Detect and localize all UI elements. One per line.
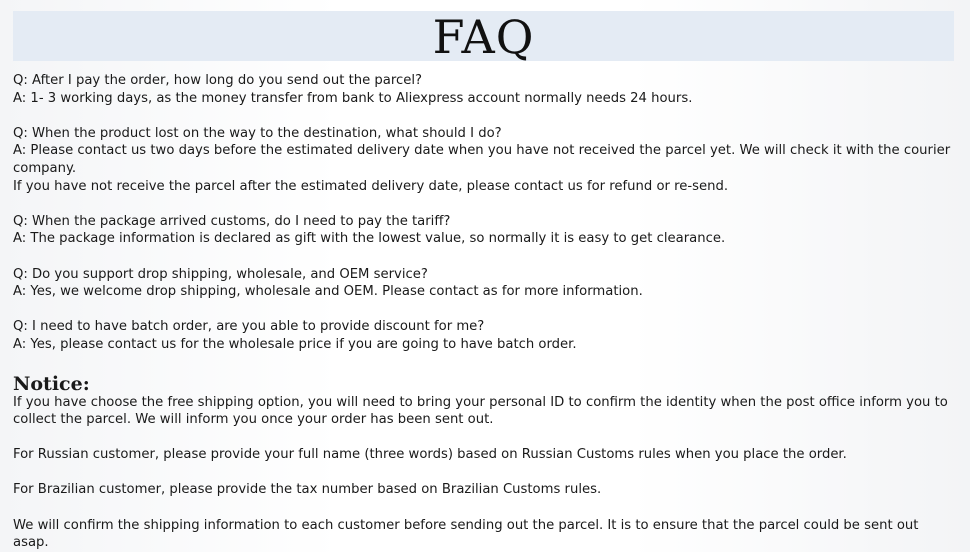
faq-content	[13, 72, 958, 552]
faq-item	[13, 266, 958, 301]
notice-paragraph: We will confirm the shipping information to each customer before sending out the parcel. It is to ensure that the parcel could be sent out asap.	[13, 517, 919, 551]
faq-question: Q: When the product lost on the way to the destination, what should I do?	[13, 125, 502, 141]
faq-item	[13, 213, 958, 248]
faq-answer-extra: If you have not receive the parcel after the estimated delivery date, please contact us for refund or re-send.	[13, 178, 729, 194]
faq-question: Q: When the package arrived customs, do I need to pay the tariff?	[13, 213, 451, 229]
faq-answer: A: Yes, please contact us for the wholesale price if you are going to have batch order.	[13, 336, 577, 352]
page-title: FAQ	[432, 10, 535, 64]
faq-item	[13, 125, 958, 195]
faq-item	[13, 318, 958, 353]
faq-header	[13, 10, 954, 64]
faq-answer: A: Yes, we welcome drop shipping, wholesale and OEM. Please contact as for more information.	[13, 284, 643, 300]
faq-item	[13, 72, 958, 107]
faq-answer: A: 1- 3 working days, as the money transfer from bank to Aliexpress account normally needs 24 hours.	[13, 90, 693, 106]
faq-question: Q: After I pay the order, how long do you send out the parcel?	[13, 73, 423, 88]
faq-question: Q: I need to have batch order, are you able to provide discount for me?	[13, 319, 485, 335]
notice-title: Notice:	[13, 372, 90, 395]
notice-paragraph: For Brazilian customer, please provide the tax number based on Brazilian Customs rules.	[13, 482, 602, 498]
faq-answer: A: The package information is declared as gift with the lowest value, so normally it is easy to get clearance.	[13, 231, 726, 247]
faq-answer: A: Please contact us two days before the estimated delivery date when you have not received the parcel yet. We will check it with the courier company.	[13, 143, 951, 176]
faq-question: Q: Do you support drop shipping, wholesale, and OEM service?	[13, 266, 428, 282]
notice-paragraph: If you have choose the free shipping option, you will need to bring your personal ID to confirm the identity when the post office inform you to collect the parcel. We will inform you once your order has been sent out.	[13, 394, 948, 428]
notice-section	[13, 374, 958, 552]
notice-paragraph: For Russian customer, please provide your full name (three words) based on Russian Customs rules when you place the order.	[13, 447, 847, 463]
